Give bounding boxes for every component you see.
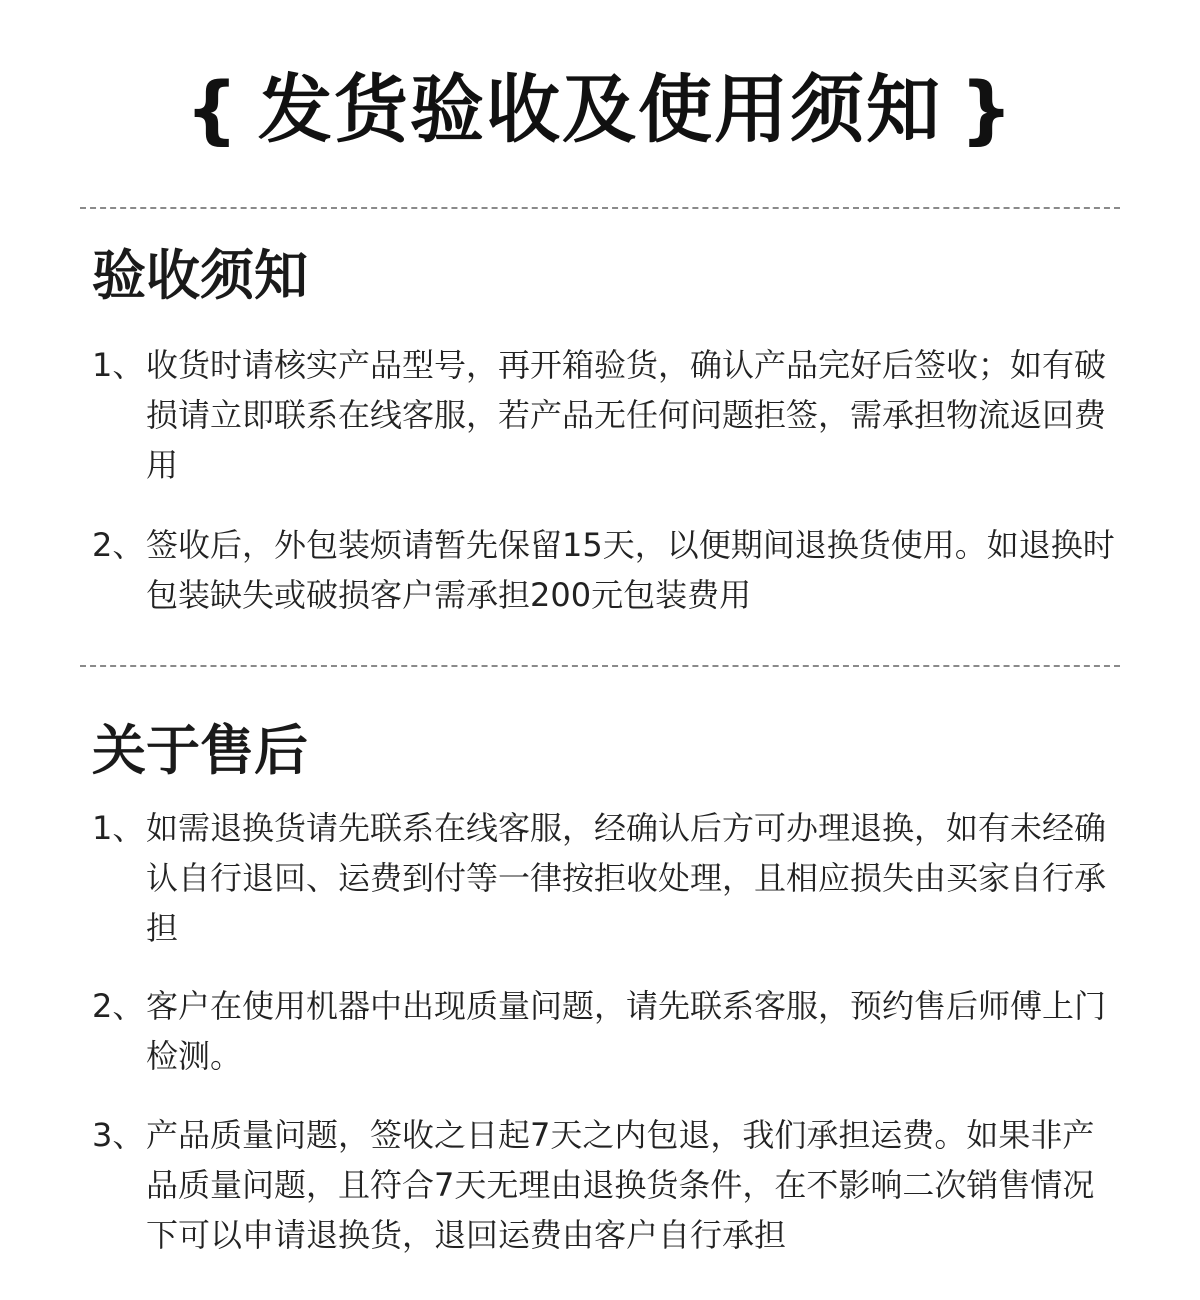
title-text: 发货验收及使用须知 — [258, 67, 942, 153]
item-number: 2、 — [92, 526, 145, 564]
item-text: 如需退换货请先联系在线客服，经确认后方可办理退换，如有未经确认自行退回、运费到付等一律按拒收处理，且相应损失由买家自行承担 — [146, 809, 1107, 947]
list-item — [92, 981, 1122, 1081]
item-text: 客户在使用机器中出现质量问题，请先联系客服，预约售后师傅上门检测。 — [146, 987, 1107, 1075]
item-text: 签收后，外包装烦请暂先保留15天，以便期间退换货使用。如退换时包装缺失或破损客户需承担200元包装费用 — [146, 526, 1115, 614]
item-number: 3、 — [92, 1116, 145, 1154]
title-open-brace: { — [185, 67, 240, 153]
item-number: 2、 — [92, 987, 145, 1025]
section-title-acceptance: 验收须知 — [92, 244, 308, 307]
item-number: 1、 — [92, 809, 145, 847]
divider-middle — [80, 665, 1120, 667]
title-close-brace: } — [960, 67, 1015, 153]
item-number: 1、 — [92, 346, 145, 384]
section-title-after-sales: 关于售后 — [92, 719, 308, 782]
list-item — [92, 520, 1122, 620]
list-item — [92, 340, 1122, 490]
list-item — [92, 803, 1122, 953]
item-text: 收货时请核实产品型号，再开箱验货，确认产品完好后签收；如有破损请立即联系在线客服，若产品无任何问题拒签，需承担物流返回费用 — [146, 346, 1107, 484]
list-item — [92, 1110, 1122, 1260]
item-text: 产品质量问题，签收之日起7天之内包退，我们承担运费。如果非产品质量问题，且符合7天无理由退换货条件，在不影响二次销售情况下可以申请退换货，退回运费由客户自行承担 — [146, 1116, 1095, 1254]
divider-top — [80, 207, 1120, 209]
page-title — [0, 62, 1200, 158]
